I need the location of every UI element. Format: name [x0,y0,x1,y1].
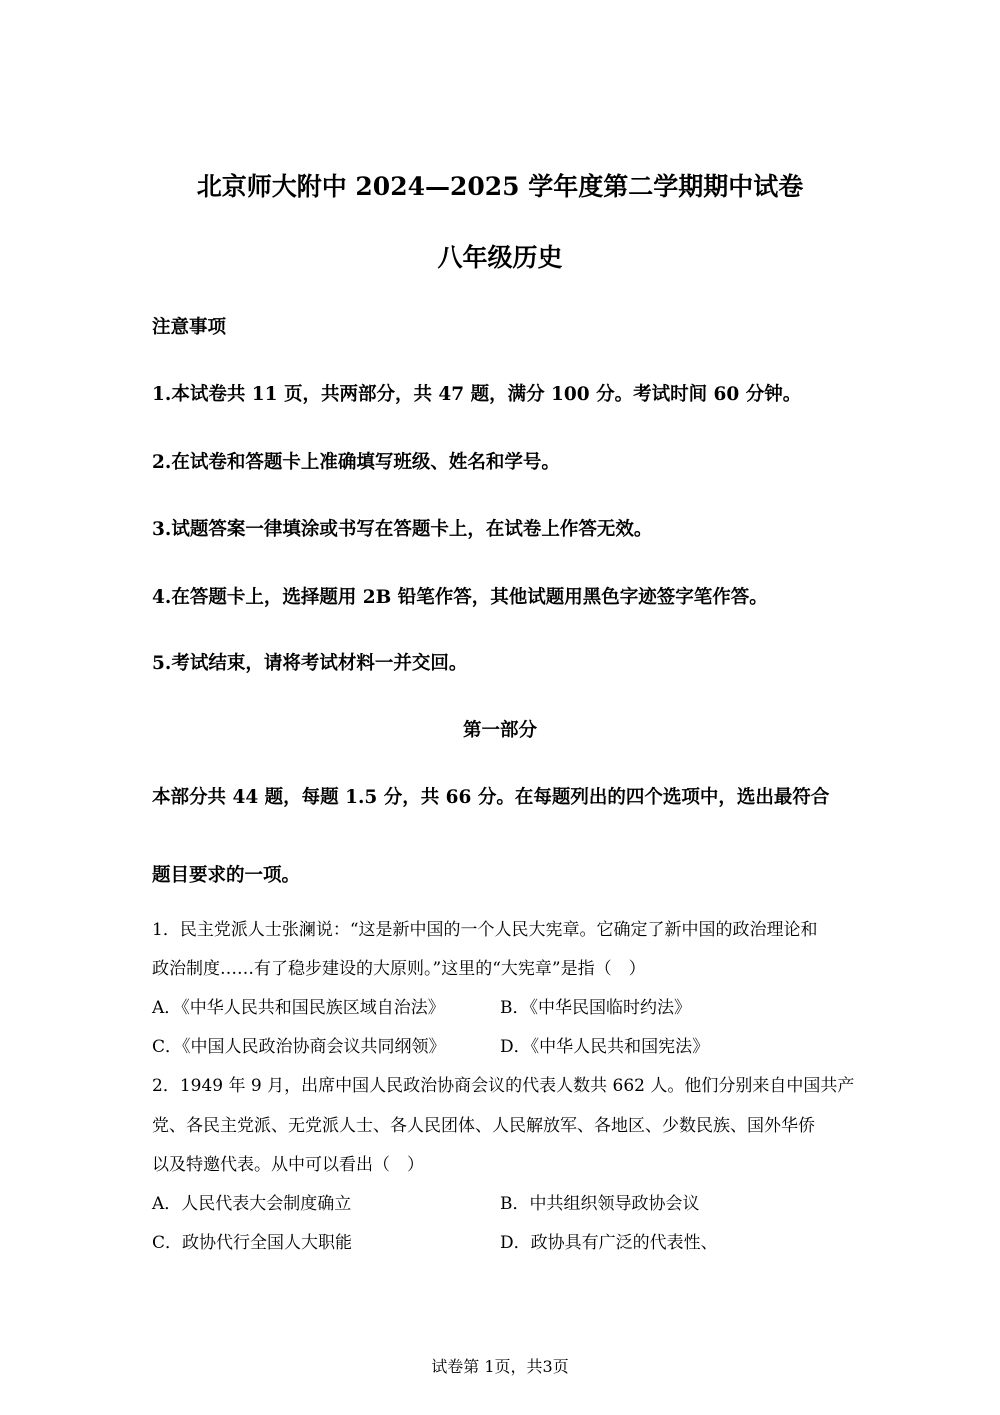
note-item: 5.考试结束，请将考试材料一并交回。 [152,653,468,674]
question-stem-line: 1．民主党派人士张澜说：“这是新中国的一个人民大宪章。它确定了新中国的政治理论和 [152,920,818,940]
option-c: C．政协代行全国人大职能 [152,1233,353,1253]
option-d: D．政协具有广泛的代表性、 [500,1233,718,1253]
note-item: 4.在答题卡上，选择题用 2B 铅笔作答，其他试题用黑色字迹签字笔作答。 [152,587,768,608]
option-c: C．《中国人民政治协商会议共同纲领》 [152,1037,446,1057]
option-a: A．《中华人民共和国民族区域自治法》 [152,998,445,1018]
question-stem-line: 政治制度……有了稳步建设的大原则。”这里的“大宪章”是指（ ） [152,959,646,979]
note-item: 1.本试卷共 11 页，共两部分，共 47 题，满分 100 分。考试时间 60 分钟。 [152,384,802,405]
question-stem-line: 2．1949 年 9 月，出席中国人民政治协商会议的代表人数共 662 人。他们分别来自中国共产 [152,1076,855,1096]
note-item: 2.在试卷和答题卡上准确填写班级、姓名和学号。 [152,452,560,473]
option-d: D．《中华人民共和国宪法》 [500,1037,710,1057]
page-footer: 试卷第 1页，共3页 [431,1357,569,1376]
exam-title: 北京师大附中 2024—2025 学年度第二学期期中试卷 [196,172,804,201]
part-heading: 第一部分 [462,720,537,741]
question-stem-line: 党、各民主党派、无党派人士、各人民团体、人民解放军、各地区、少数民族、国外华侨 [152,1116,815,1136]
notes-heading: 注意事项 [152,317,227,338]
exam-subtitle: 八年级历史 [437,243,563,272]
option-b: B．中共组织领导政协会议 [500,1194,700,1214]
question-stem-line: 以及特邀代表。从中可以看出（ ） [152,1155,424,1175]
option-a: A．人民代表大会制度确立 [152,1194,352,1214]
part-instructions-line: 本部分共 44 题，每题 1.5 分，共 66 分。在每题列出的四个选项中，选出最符合 [152,787,830,808]
part-instructions-line: 题目要求的一项。 [152,865,301,886]
note-item: 3.试题答案一律填涂或书写在答题卡上，在试卷上作答无效。 [152,519,653,540]
option-b: B．《中华民国临时约法》 [500,998,691,1018]
